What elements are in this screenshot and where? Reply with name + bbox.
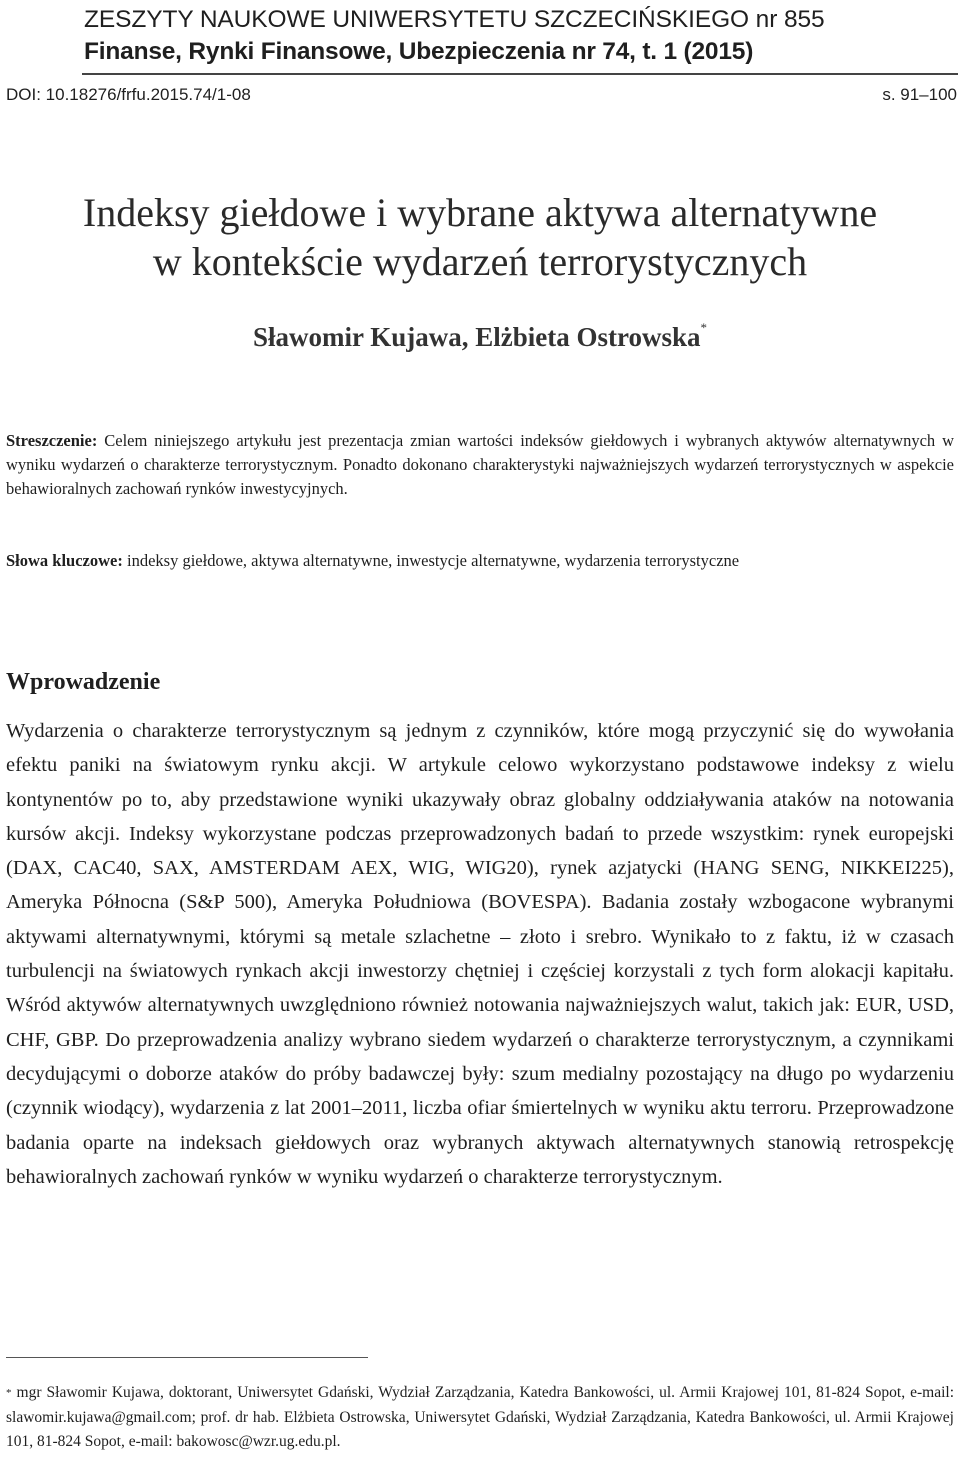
page-range: s. 91–100 [882, 85, 957, 104]
article-authors [0, 322, 960, 353]
article-title-line-1: Indeksy giełdowe i wybrane aktywa alternatywne [82, 190, 878, 235]
doi: DOI: 10.18276/frfu.2015.74/1-08 [6, 85, 251, 104]
keywords-text: indeksy giełdowe, aktywa alternatywne, inwestycje alternatywne, wydarzenia terrorystyczne [127, 551, 740, 570]
footnote-text: mgr Sławomir Kujawa, doktorant, Uniwersytet Gdański, Wydział Zarządzania, Katedra Bankowości, ul. Armii Krajowej 101, 81-824 Sopot, e-mail: slawomir.kujawa@gmail.com; prof. dr hab. Elżbieta Ostrowska, Uniwersytet Gdański, Wydział Zarządzania, Katedra Bankowości, ul. Armii Krajowej 101, 81-824 Sopot, e-mail: bakowosc@wzr.ug.edu.pl. [6, 1384, 954, 1450]
section-heading: Wprowadzenie [6, 669, 161, 695]
footnote-divider [6, 1357, 368, 1358]
footnote-mark: * [6, 1387, 12, 1399]
author-footnote-mark: * [700, 320, 708, 335]
header-divider [82, 73, 958, 75]
author-names: Sławomir Kujawa, Elżbieta Ostrowska [252, 322, 701, 352]
journal-name: ZESZYTY NAUKOWE UNIWERSYTETU SZCZECIŃSKIEGO nr 855 [84, 6, 825, 33]
footnote [6, 1381, 954, 1455]
journal-issue: Finanse, Rynki Finansowe, Ubezpieczenia nr 74, t. 1 (2015) [84, 38, 754, 65]
keywords-label: Słowa kluczowe: [6, 551, 123, 570]
keywords [6, 549, 954, 573]
introduction-paragraph: Wydarzenia o charakterze terrorystycznym są jednym z czynników, które mogą przyczynić się do wywołania efektu paniki na światowym rynku akcji. W artykule celowo wykorzystano podstawowe indeksy z wielu kontynentów po to, aby przedstawione wyniki ukazywały obraz globalny oddziaływania ataków na notowania kursów akcji. Indeksy wykorzystane podczas przeprowadzonych badań to przede wszystkim: rynek europejski (DAX, CAC40, SAX, AMSTERDAM AEX, WIG, WIG20), rynek azjatycki (HANG SENG, NIKKEI225), Ameryka Północna (S&P 500), Ameryka Południowa (BOVESPA). Badania zostały wzbogacone wybranymi aktywami alternatywnymi, którymi są metale szlachetne – złoto i srebro. Wynikało to z faktu, iż w czasach turbulencji na światowych rynkach akcji inwestorzy chętniej i częściej korzystali z tych form alokacji kapitału. Wśród aktywów alternatywnych uwzględniono również notowania najważniejszych walut, takich jak: EUR, USD, CHF, GBP. Do przeprowadzenia analizy wybrano siedem wydarzeń o charakterze terrorystycznym, a czynnikami decydującymi o doborze ataków do próby badawczej były: szum medialny pozostający na długo po wydarzeniu (czynnik wiodący), wydarzenia z lat 2001–2011, liczba ofiar śmiertelnych w wyniku aktu terroru. Przeprowadzone badania oparte na indeksach giełdowych oraz wybranych aktywach alternatywnych stanowią retrospekcję behawioralnych zachowań rynków w wyniku wydarzeń o charakterze terrorystycznym. [6, 720, 954, 1188]
abstract-label: Streszczenie: [6, 431, 98, 450]
article-title-line-2: w kontekście wydarzeń terrorystycznych [152, 239, 808, 284]
abstract-text: Celem niniejszego artykułu jest prezentacja zmian wartości indeksów giełdowych i wybranych aktywów alternatywnych w wyniku wydarzeń o charakterze terrorystycznym. Ponadto dokonano charakterystyki najważniejszych wydarzeń terrorystycznych w aspekcie behawioralnych zachowań rynków inwestycyjnych. [6, 431, 954, 498]
abstract [6, 429, 954, 501]
